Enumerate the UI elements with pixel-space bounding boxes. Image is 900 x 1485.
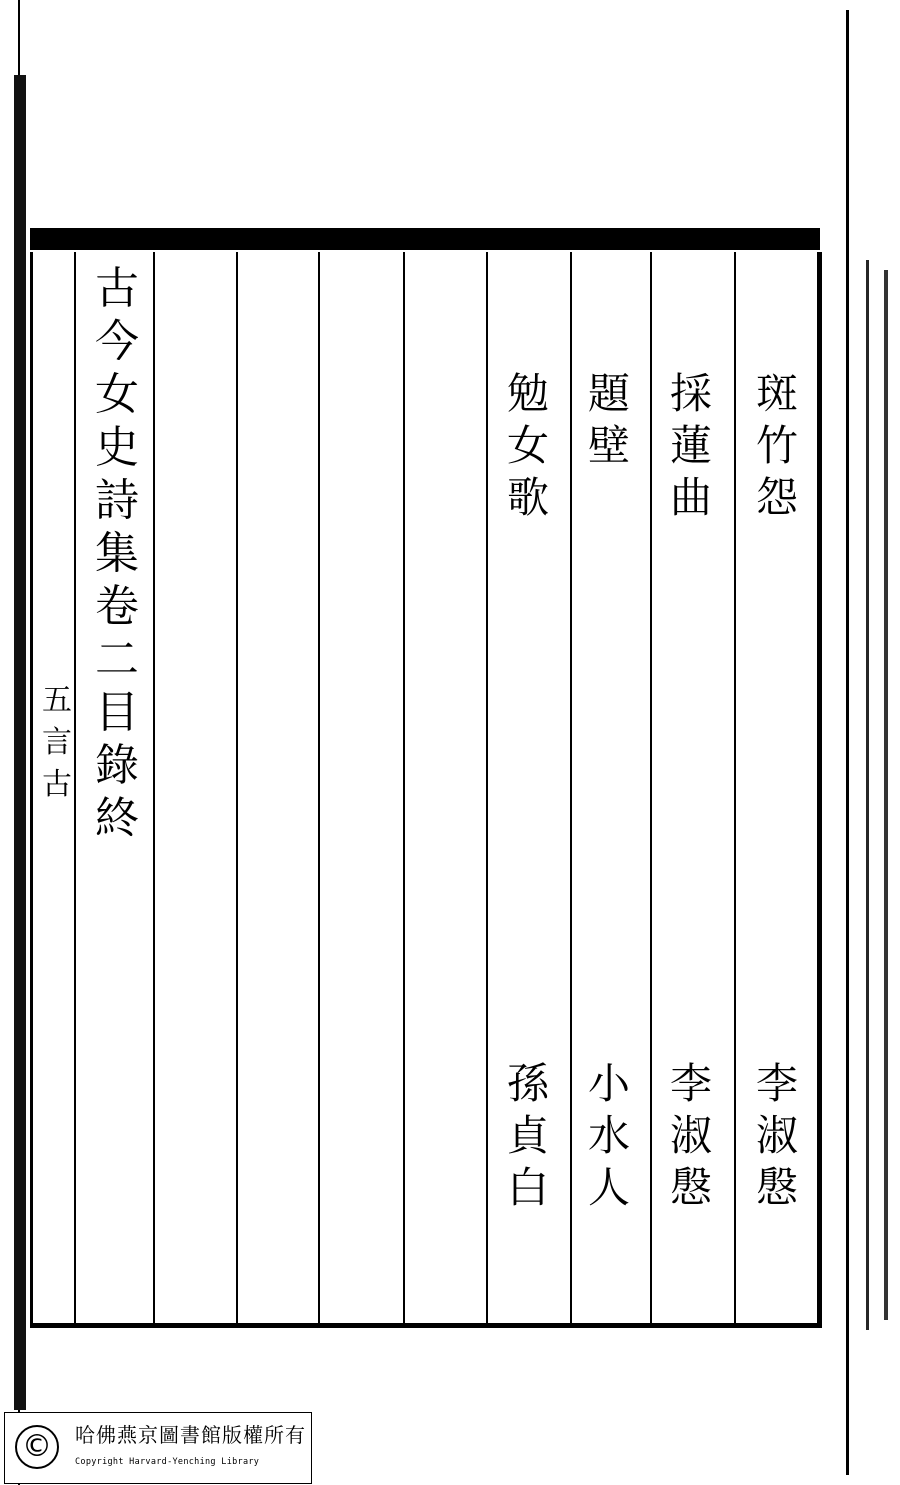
glyph: 史 xyxy=(95,422,139,473)
stamp-chinese-text: 哈佛燕京圖書館版權所有 xyxy=(75,1423,306,1447)
column-rule xyxy=(74,252,76,1328)
glyph: 小 xyxy=(587,1059,630,1108)
column-rule xyxy=(486,252,488,1328)
glyph: 竹 xyxy=(755,421,798,470)
entry-title xyxy=(580,368,638,472)
glyph: 二 xyxy=(95,634,139,685)
glyph: 淑 xyxy=(669,1111,712,1160)
copyright-stamp xyxy=(4,1412,312,1484)
column-rule xyxy=(650,252,652,1328)
stamp-english-text: Copyright Harvard-Yenching Library xyxy=(75,1457,260,1467)
glyph: 淑 xyxy=(755,1111,798,1160)
column-rule xyxy=(318,252,320,1328)
glyph: 目 xyxy=(95,687,139,738)
glyph: 詩 xyxy=(95,475,139,526)
glyph: 卷 xyxy=(95,581,139,632)
column-rule xyxy=(153,252,155,1328)
glyph: 人 xyxy=(587,1163,630,1212)
glyph: 慇 xyxy=(755,1163,798,1212)
entry-title xyxy=(748,368,806,524)
glyph: 言 xyxy=(42,725,72,760)
page-fold-line xyxy=(866,260,869,1330)
column-rule xyxy=(403,252,405,1328)
glyph: 孫 xyxy=(506,1059,549,1108)
top-border xyxy=(30,228,820,250)
glyph: 古 xyxy=(95,263,139,314)
glyph: 採 xyxy=(669,369,712,418)
page-right-edge xyxy=(846,10,849,1475)
page-fold-line xyxy=(884,270,888,1320)
glyph: 李 xyxy=(755,1059,798,1108)
entry-author xyxy=(499,1058,557,1214)
glyph: 古 xyxy=(42,767,72,802)
glyph: 斑 xyxy=(755,369,798,418)
glyph: 今 xyxy=(95,316,139,367)
glyph: 怨 xyxy=(755,473,798,522)
copyright-icon: © xyxy=(15,1425,59,1469)
glyph: 貞 xyxy=(506,1111,549,1160)
entry-title xyxy=(499,368,557,524)
closing-line xyxy=(84,262,150,845)
glyph: 終 xyxy=(95,793,139,844)
glyph: 集 xyxy=(95,528,139,579)
glyph: 錄 xyxy=(95,740,139,791)
glyph: 水 xyxy=(587,1111,630,1160)
glyph: 五 xyxy=(42,683,72,718)
glyph: 蓮 xyxy=(669,421,712,470)
glyph: 壁 xyxy=(587,421,630,470)
column-rule xyxy=(734,252,736,1328)
glyph: 題 xyxy=(587,369,630,418)
glyph: 勉 xyxy=(506,369,549,418)
column-rule xyxy=(236,252,238,1328)
entry-author xyxy=(662,1058,720,1214)
glyph: 李 xyxy=(669,1059,712,1108)
column-rule xyxy=(570,252,572,1328)
glyph: 女 xyxy=(95,369,139,420)
glyph: 慇 xyxy=(669,1163,712,1212)
entry-title xyxy=(662,368,720,524)
book-spine xyxy=(14,75,26,1410)
entry-author xyxy=(748,1058,806,1214)
glyph: 白 xyxy=(506,1163,549,1212)
glyph: 曲 xyxy=(669,473,712,522)
entry-author xyxy=(580,1058,638,1214)
spine-label xyxy=(40,680,74,806)
glyph: 女 xyxy=(506,421,549,470)
glyph: 歌 xyxy=(506,473,549,522)
